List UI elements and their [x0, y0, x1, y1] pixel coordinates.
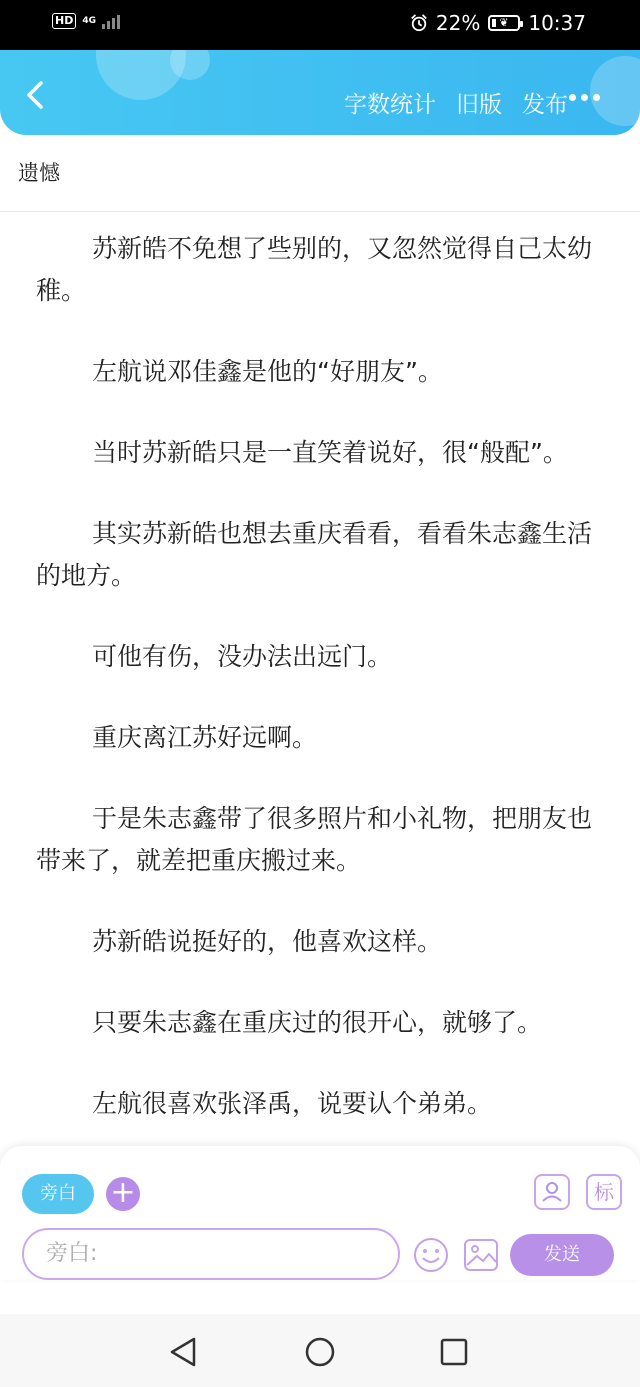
alarm-icon	[410, 14, 428, 32]
square-recents-icon[interactable]	[440, 1338, 468, 1366]
paragraph: 其实苏新皓也想去重庆看看，看看朱志鑫生活的地方。	[36, 519, 593, 590]
signal-icon	[102, 13, 120, 29]
chevron-left-icon[interactable]	[22, 80, 52, 110]
mark-button[interactable]: 标	[586, 1174, 622, 1210]
paragraph: 只要朱志鑫在重庆过的很开心，就够了。	[92, 1008, 543, 1037]
status-bar	[0, 0, 640, 50]
battery-icon: ❦	[488, 15, 520, 31]
divider	[0, 211, 640, 212]
triangle-back-icon[interactable]	[168, 1336, 198, 1368]
paragraph: 苏新皓说挺好的，他喜欢这样。	[92, 927, 443, 956]
role-chip[interactable]: 旁白	[22, 1174, 94, 1214]
top-app-bar	[0, 50, 640, 135]
paragraph: 左航说邓佳鑫是他的“好朋友”。	[92, 357, 443, 386]
paragraph: 苏新皓不免想了些别的，又忽然觉得自己太幼稚。	[36, 234, 593, 305]
paragraph: 左航很喜欢张泽禹，说要认个弟弟。	[92, 1089, 493, 1118]
smiley-icon[interactable]	[413, 1237, 449, 1273]
paragraph: 于是朱志鑫带了很多照片和小礼物，把朋友也带来了，就差把重庆搬过来。	[36, 804, 593, 875]
paragraph: 当时苏新皓只是一直笑着说好，很“般配”。	[92, 438, 568, 467]
more-dots-icon[interactable]	[569, 94, 600, 101]
person-card-icon[interactable]	[534, 1174, 570, 1210]
battery-percent: 22%	[435, 11, 481, 35]
old-version-button[interactable]: 旧版	[456, 92, 502, 118]
plus-icon[interactable]: +	[106, 1177, 140, 1211]
network-type: 4G	[82, 15, 96, 26]
send-button[interactable]: 发送	[510, 1234, 614, 1276]
paragraph: 重庆离江苏好远啊。	[92, 723, 318, 752]
publish-button[interactable]: 发布	[522, 92, 568, 118]
chapter-title[interactable]: 遗憾	[18, 161, 60, 185]
story-editor[interactable]	[36, 228, 608, 1146]
hd-indicator: HD	[52, 13, 76, 29]
circle-home-icon[interactable]	[304, 1336, 336, 1368]
narration-input[interactable]: 旁白:	[22, 1228, 400, 1280]
image-icon[interactable]	[463, 1237, 499, 1273]
word-count-button[interactable]: 字数统计	[344, 92, 436, 118]
paragraph: 可他有伤，没办法出远门。	[92, 642, 393, 671]
clock: 10:37	[528, 11, 586, 35]
composer-panel	[0, 1146, 640, 1280]
system-nav-bar	[0, 1314, 640, 1387]
